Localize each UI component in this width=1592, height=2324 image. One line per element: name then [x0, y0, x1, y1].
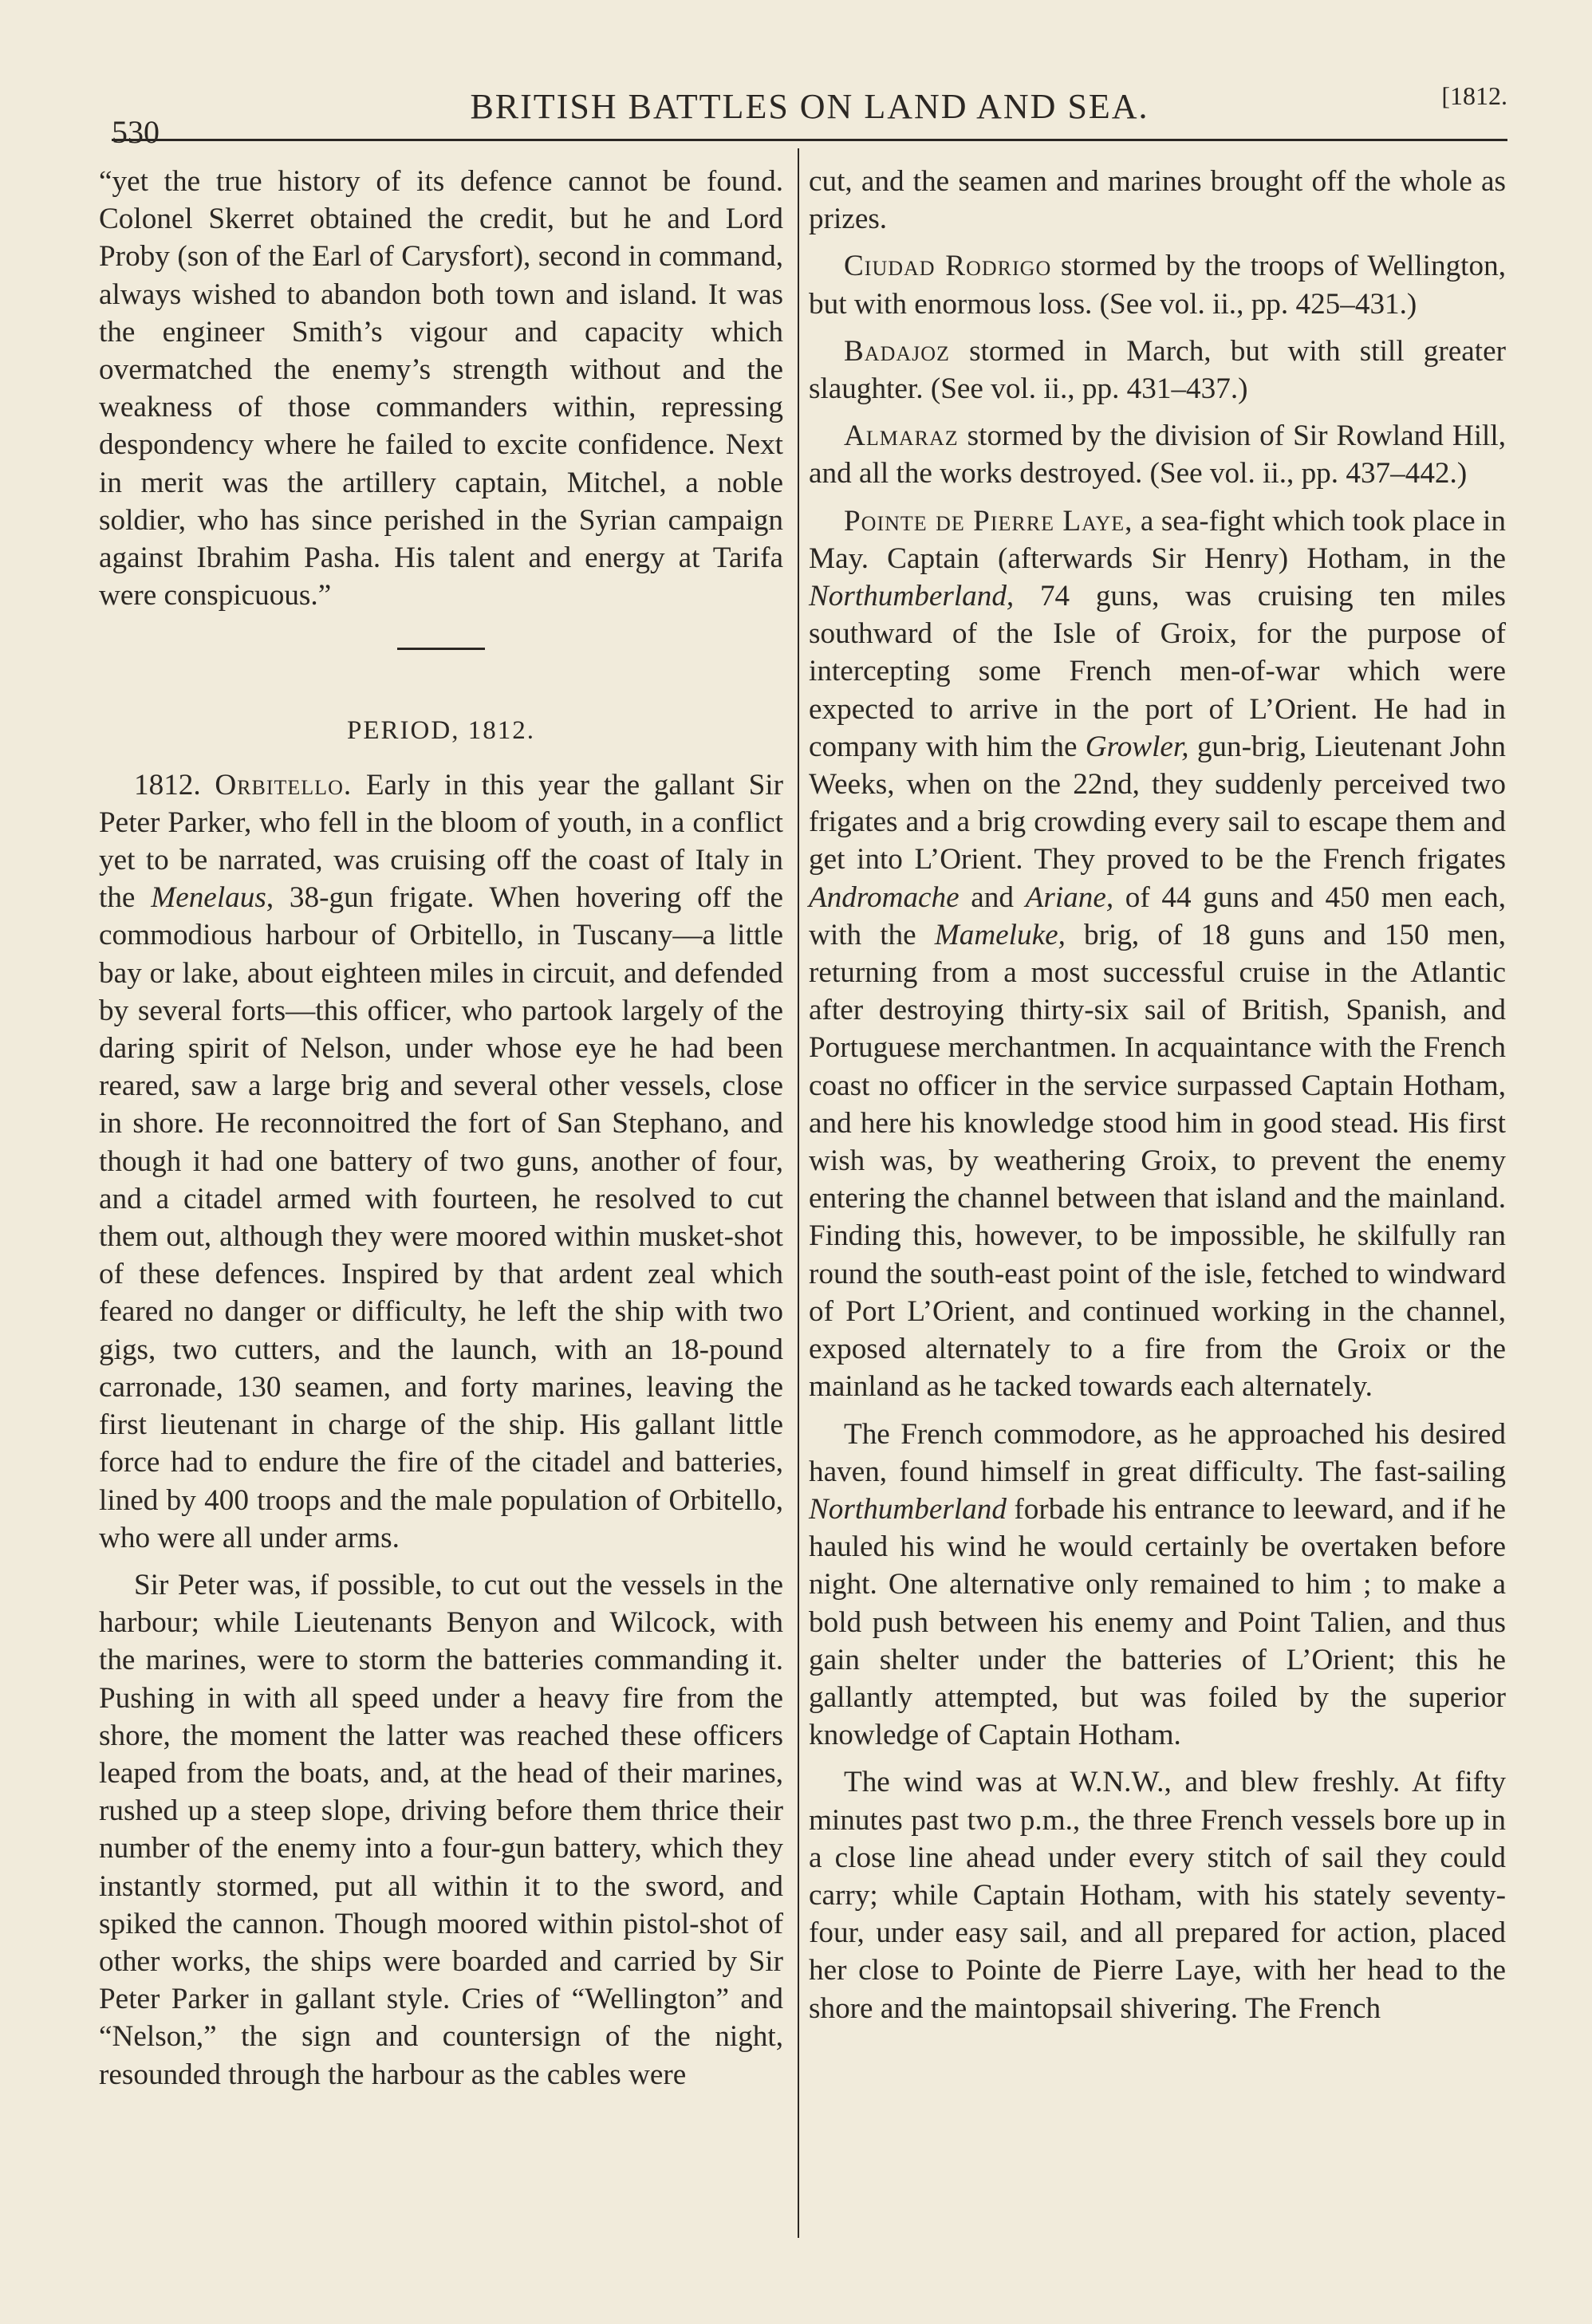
ship-name: Growler,	[1085, 730, 1189, 763]
header-rule	[112, 139, 1507, 141]
ship-name: Andromache	[809, 880, 960, 914]
text-run: , 38-gun frigate. When hovering off the commodious harbour of Orbitello, in Tuscany—a little bay or lake, about eighteen miles in circuit, and defended by several forts—this officer, who partook largely of the daring spirit of Nelson, under whose eye he had been reared, saw a large brig and several other vessels, close in shore. He reconnoitred the fort of San Stephano, and though it had one battery of two guns, another of four, and a citadel armed with fourteen, he resolved to cut them out, although they were moored within musket-shot of these defences. Inspired by that ardent zeal which feared no danger or difficulty, he left the ship with two gigs, two cutters, and the launch, with an 18-pound carronade, 130 seamen, and forty marines, leaving the first lieutenant in charge of the ship. His gallant little force had to endure the fire of the citadel and batteries, lined by 400 troops and the male population of Orbitello, who were all under arms.	[99, 881, 783, 1554]
pointe-paragraph	[809, 502, 1506, 1406]
text-run: of 44 guns and 450 men each, with the	[809, 880, 1506, 951]
text-run: Early in this year the gallant Sir Peter Parker, who fell in the bloom of youth, in a conflict yet to be narrated, was cruising off the coast of Italy in the	[99, 768, 784, 915]
continuation-paragraph: cut, and the seamen and marines brought off the whole as prizes.	[809, 165, 1506, 236]
almaraz-paragraph	[809, 417, 1506, 492]
ship-name: Menelaus	[151, 881, 266, 915]
entry-heading-pointe: Pointe de Pierre Laye,	[844, 504, 1133, 538]
ciudad-paragraph	[809, 247, 1506, 322]
entry-year: 1812.	[134, 768, 201, 802]
commodore-paragraph	[809, 1416, 1506, 1755]
wind-paragraph: The wind was at W.N.W., and blew freshly. At fifty minutes past two p.m., the three French vessels bore up in a close line ahead under every stitch of sail they could carry; while Captain Hotham, with his stately seventy-four, under easy sail, and all prepared for action, placed her close to Pointe de Pierre Laye, with her head to the shore and the maintopsail shivering. The French	[809, 1766, 1506, 2025]
left-column	[99, 163, 783, 2103]
badajoz-paragraph	[809, 333, 1506, 408]
ship-name: Northumberland,	[809, 580, 1015, 613]
ship-name: Ariane,	[1025, 880, 1114, 914]
text-run: stormed by the division of Sir Rowland Hill, and all the works destroyed. (See vol. ii., pp. 437–442.)	[809, 420, 1506, 490]
section-rule	[397, 648, 485, 650]
text-run: a sea-fight which took place in May. Captain (afterwards Sir Henry) Hotham, in the	[809, 504, 1506, 575]
page-number: 530	[112, 114, 160, 150]
entry-heading-orbitello: Orbitello.	[215, 768, 353, 802]
entry-heading-badajoz: Badajoz	[844, 334, 950, 368]
running-title: BRITISH BATTLES ON LAND AND SEA.	[470, 87, 1149, 126]
text-run: forbade his entrance to leeward, and if he hauled his wind he would certainly be overtaken before night. One alternative only remained to him ; to make a bold push between his enemy and Point Talien, and thus gain shelter under the batteries of L’Orient; this he gallantly attempted, but was foiled by the superior knowledge of Captain Hotham.	[809, 1492, 1506, 1752]
ship-name: Mameluke,	[934, 918, 1066, 951]
entry-heading-almaraz: Almaraz	[844, 420, 959, 453]
page-header	[112, 81, 1507, 150]
text-run: gun-brig, Lieutenant John Weeks, when on the 22nd, they suddenly perceived two frigates and a brig crowding every sail to escape them and get into L’Orient. They proved to be the French frigates	[809, 730, 1506, 876]
sir-peter-paragraph: Sir Peter was, if possible, to cut out the vessels in the harbour; while Lieutenants Benyon and Wilcock, with the marines, were to storm the batteries commanding it. Pushing in with all speed under a heavy fire from the shore, the moment the latter was reached these officers leaped from the boats, and, at the head of their marines, rushed up a steep slope, driving before them thrice their number of the enemy into a four-gun battery, which they instantly stormed, put all within it to the sword, and spiked the cannon. Though moored within pistol-shot of other works, the ships were boarded and carried by Sir Peter Parker in gallant style. Cries of “Wellington” and “Nelson,” the sign and countersign of the night, resounded through the harbour as the cables were	[99, 1568, 783, 2091]
quote-paragraph: “yet the true history of its defence cannot be found. Colonel Skerret obtained the credit, but he and Lord Proby (son of the Earl of Carysfort), second in command, always wished to abandon both town and island. It was the engineer Smith’s vigour and capacity which overmatched the enemy’s strength without and the weakness of those commanders within, repressing despondency where he failed to excite confidence. Next in merit was the artillery captain, Mitchel, a noble soldier, who has since perished in the Syrian campaign against Ibrahim Pasha. His talent and energy at Tarifa were conspicuous.”	[99, 165, 783, 613]
text-run: The French commodore, as he approached his desired haven, found himself in great difficulty. The fast-sailing	[809, 1417, 1506, 1488]
header-year: [1812.	[1441, 81, 1507, 110]
text-run: stormed by the troops of Wellington, but with enormous loss. (See vol. ii., pp. 425–431.)	[809, 250, 1506, 321]
column-divider	[798, 148, 799, 2238]
text-run: brig, of 18 guns and 150 men, returning from a most successful cruise in the Atlantic after destroying thirty-six sail of British, Spanish, and Portuguese merchantmen. In acquaintance with the French coast no officer in the service surpassed Captain Hotham, and here his knowledge stood him in good stead. His first wish was, by weathering Groix, to prevent the enemy entering the channel between that island and the mainland. Finding this, however, to be impossible, he skilfully ran round the south-east point of the isle, fetched to windward of Port L’Orient, and continued working in the channel, exposed alternately to a fire from the Groix or the mainland as he tacked towards each alternately.	[809, 918, 1507, 1404]
entry-heading-ciudad: Ciudad Rodrigo	[844, 250, 1052, 283]
ship-name: Northumberland	[809, 1492, 1007, 1526]
right-column	[809, 163, 1506, 2037]
text-run: stormed in March, but with still greater slaughter. (See vol. ii., pp. 431–437.)	[809, 334, 1506, 406]
orbitello-paragraph	[99, 766, 783, 1557]
period-heading: PERIOD, 1812.	[347, 716, 535, 746]
text-run: and	[959, 880, 1026, 914]
text-run: 74 guns, was cruising ten miles southward of the Isle of Groix, for the purpose of intercepting some French men-of-war which were expected to arrive in the port of L’Orient. He had in company with him the	[809, 580, 1506, 763]
